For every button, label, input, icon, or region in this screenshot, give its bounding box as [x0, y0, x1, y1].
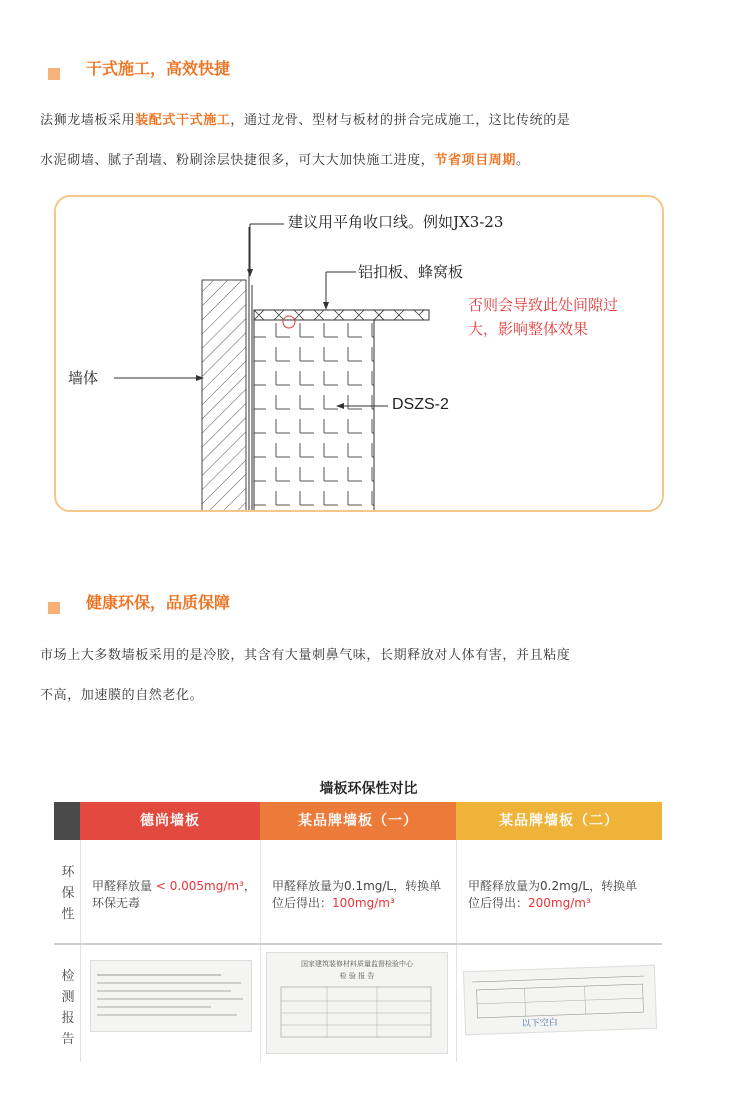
dry-construction-paragraph [40, 101, 700, 181]
cell-text: 甲醛释放量为0.1mg/L，转换单 [272, 879, 442, 893]
cell-value: 200mg/m³ [528, 896, 591, 910]
report-lines [91, 961, 251, 1031]
row-label-text: 环保性 [61, 865, 75, 922]
para-highlight: 装配式干式施工 [135, 113, 231, 128]
para-text: ，通过龙骨、型材与板材的拼合完成施工，这比传统的是 [230, 113, 571, 128]
section-marker [48, 602, 60, 614]
section-title-eco-health: 健康环保，品质保障 [86, 593, 231, 612]
report-footer: 以下空白 [521, 1018, 558, 1030]
cell-text: ， [243, 879, 256, 893]
cell-text: 甲醛释放量为0.2mg/L，转换单 [468, 879, 638, 893]
row-label-text: 检测报告 [61, 969, 75, 1047]
cell-text: 环保无毒 [92, 896, 141, 910]
column-header: 某品牌墙板（二） [456, 802, 662, 840]
report-subheader: 检 验 报 告 [339, 972, 375, 980]
gap-warning-line: 大，影响整体效果 [468, 320, 589, 338]
table-corner [54, 802, 80, 840]
wall-label: 墙体 [68, 369, 99, 387]
report-table-lines [267, 953, 447, 1053]
eco-paragraph [40, 636, 700, 716]
cell-text: 位后得出： [468, 896, 529, 910]
report-thumbnail-2 [266, 952, 448, 1054]
gap-warning-line: 否则会导致此处间隙过 [468, 296, 619, 314]
para-text: 。 [516, 153, 530, 168]
installation-diagram [54, 195, 664, 512]
para-text: 水泥砌墙、腻子刮墙、粉刷涂层快捷很多，可大大加快施工进度， [40, 153, 435, 168]
trim-label: 建议用平角收口线。例如JX3-23 [288, 213, 504, 231]
report-thumbnail-3 [463, 965, 657, 1036]
para-text: 法狮龙墙板采用 [40, 113, 136, 128]
para-text: 不高，加速膜的自然老化。 [40, 688, 204, 703]
report-header: 国家建筑装修材料质量监督检验中心 [301, 960, 413, 968]
para-highlight: 节省项目周期 [434, 153, 517, 168]
gap-warning-label [468, 293, 618, 341]
section-marker [48, 68, 60, 80]
table-title: 墙板环保性对比 [319, 781, 418, 797]
diagram-drawing [56, 197, 662, 510]
table-cell [272, 878, 454, 912]
cell-value: 100mg/m³ [332, 896, 395, 910]
report-table-lines [464, 966, 656, 1035]
row-label-report [58, 966, 78, 1050]
cell-text: 甲醛释放量 [92, 879, 156, 893]
model-label: DSZS-2 [392, 396, 449, 413]
section-title-dry-construction: 干式施工，高效快捷 [86, 59, 231, 78]
wall-section [202, 280, 246, 510]
row-label-eco [58, 862, 78, 925]
honeycomb-board [254, 320, 374, 510]
column-header: 某品牌墙板（一） [260, 802, 456, 840]
report-thumbnail-1 [90, 960, 252, 1032]
comparison-table [54, 802, 662, 1062]
para-text: 市场上大多数墙板采用的是冷胶，其含有大量刺鼻气味，长期释放对人体有害，并且粘度 [40, 648, 571, 663]
table-cell [92, 878, 257, 912]
panel-label: 铝扣板、蜂窝板 [358, 263, 464, 281]
column-header: 德尚墙板 [80, 802, 260, 840]
cell-text: 位后得出： [272, 896, 333, 910]
table-cell [468, 878, 660, 912]
cell-value: < 0.005mg/m³ [155, 879, 244, 893]
